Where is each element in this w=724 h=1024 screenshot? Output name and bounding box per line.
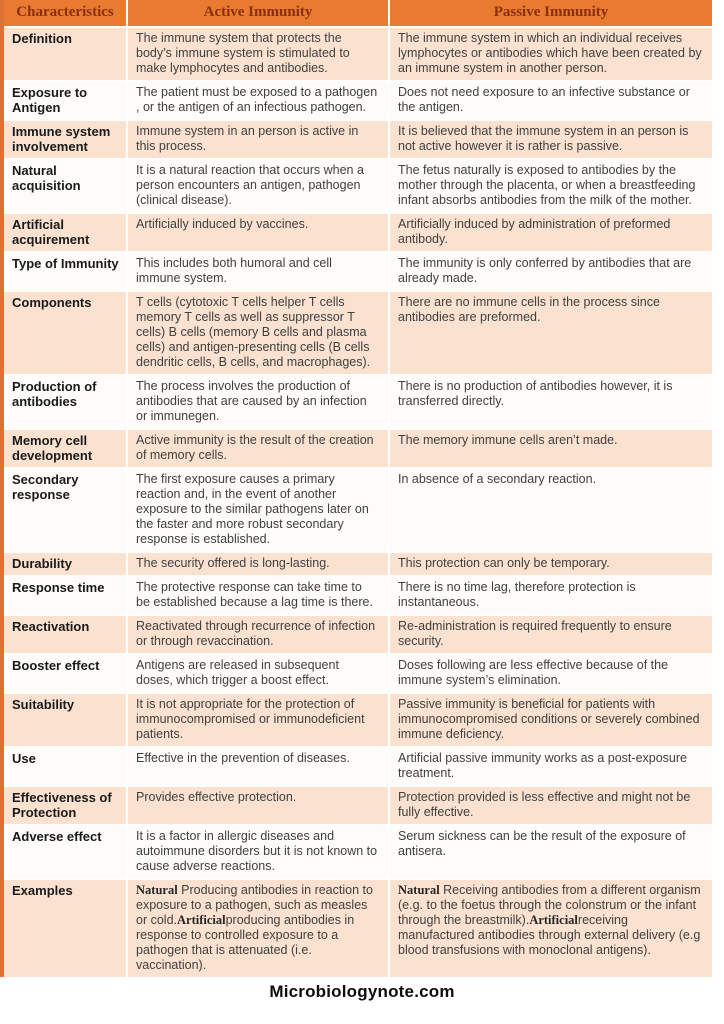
active-cell: The process involves the production of antibodies that are caused by an infection or immunegen. [128, 376, 388, 428]
passive-cell: The memory immune cells aren’t made. [390, 430, 712, 467]
passive-cell: There is no production of antibodies however, it is transferred directly. [390, 376, 712, 428]
active-cell: The protective response can take time to be established because a lag time is there. [128, 577, 388, 614]
table-row [4, 28, 712, 80]
table-row [4, 826, 712, 878]
characteristic-cell: Durability [4, 553, 126, 575]
characteristic-cell: Memory cell development [4, 430, 126, 467]
active-cell: T cells (cytotoxic T cells helper T cells memory T cells as well as suppressor T cells) B cells (memory B cells and plasma cells) and antigen-presenting cells (B cells dendritic cells, B cells, and macrophages). [128, 292, 388, 374]
table-row [4, 577, 712, 614]
passive-cell: There are no immune cells in the process since antibodies are preformed. [390, 292, 712, 374]
active-cell: The patient must be exposed to a pathogen , or the antigen of an infectious pathogen. [128, 82, 388, 119]
passive-cell: This protection can only be temporary. [390, 553, 712, 575]
characteristic-cell: Effectiveness of Protection [4, 787, 126, 824]
characteristic-cell: Production of antibodies [4, 376, 126, 428]
table-body [4, 28, 712, 977]
table-row [4, 880, 712, 977]
active-cell: It is not appropriate for the protection of immunocompromised or immunodeficient patients. [128, 694, 388, 746]
passive-cell: The immunity is only conferred by antibodies that are already made. [390, 253, 712, 290]
passive-cell: Natural Receiving antibodies from a different organism (e.g. to the foetus through the colonstrum or the infant through the breastmilk).Artificialreceiving manufactured antibodies through external delivery (e.g blood transfusions with monoclonal antigens). [390, 880, 712, 977]
characteristic-cell: Examples [4, 880, 126, 977]
characteristic-cell: Components [4, 292, 126, 374]
table-row [4, 655, 712, 692]
passive-cell: The immune system in which an individual receives lymphocytes or antibodies which have been created by an immune system in another person. [390, 28, 712, 80]
active-cell: The immune system that protects the body’s immune system is stimulated to make lymphocytes and antibodies. [128, 28, 388, 80]
site-attribution: Microbiologynote.com [269, 982, 455, 1001]
active-cell: It is a factor in allergic diseases and autoimmune disorders but it is not known to cause adverse reactions. [128, 826, 388, 878]
passive-cell: Doses following are less effective because of the immune system’s elimination. [390, 655, 712, 692]
characteristic-cell: Use [4, 748, 126, 785]
active-cell: Effective in the prevention of diseases. [128, 748, 388, 785]
passive-cell: Artificial passive immunity works as a post-exposure treatment. [390, 748, 712, 785]
characteristic-cell: Suitability [4, 694, 126, 746]
characteristic-cell: Artificial acquirement [4, 214, 126, 251]
table-row [4, 376, 712, 428]
active-cell: Natural Producing antibodies in reaction to exposure to a pathogen, such as measles or cold.Artificialproducing antibodies in response to controlled exposure to a pathogen that is attenuated (i.e. vaccination). [128, 880, 388, 977]
characteristic-cell: Response time [4, 577, 126, 614]
characteristic-cell: Type of Immunity [4, 253, 126, 290]
characteristic-cell: Adverse effect [4, 826, 126, 878]
characteristic-cell: Booster effect [4, 655, 126, 692]
header-passive-immunity: Passive Immunity [390, 0, 712, 26]
passive-cell: Re-administration is required frequently to ensure security. [390, 616, 712, 653]
active-cell: Reactivated through recurrence of infection or through revaccination. [128, 616, 388, 653]
table-row [4, 253, 712, 290]
table-row [4, 787, 712, 824]
active-cell: Provides effective protection. [128, 787, 388, 824]
passive-cell: Serum sickness can be the result of the exposure of antisera. [390, 826, 712, 878]
characteristic-cell: Definition [4, 28, 126, 80]
table-row [4, 121, 712, 158]
active-cell: The security offered is long-lasting. [128, 553, 388, 575]
passive-cell: Does not need exposure to an infective substance or the antigen. [390, 82, 712, 119]
table-header-row [4, 0, 712, 26]
table-row [4, 82, 712, 119]
table-row [4, 469, 712, 551]
table-row [4, 214, 712, 251]
characteristic-cell: Immune system involvement [4, 121, 126, 158]
active-cell: Immune system in an person is active in this process. [128, 121, 388, 158]
characteristic-cell: Reactivation [4, 616, 126, 653]
active-cell: It is a natural reaction that occurs when a person encounters an antigen, pathogen (clinical disease). [128, 160, 388, 212]
table-row [4, 694, 712, 746]
passive-cell: Protection provided is less effective and might not be fully effective. [390, 787, 712, 824]
table-row [4, 616, 712, 653]
table-row [4, 553, 712, 575]
passive-cell: There is no time lag, therefore protection is instantaneous. [390, 577, 712, 614]
active-cell: Antigens are released in subsequent doses, which trigger a boost effect. [128, 655, 388, 692]
passive-cell: The fetus naturally is exposed to antibodies by the mother through the placenta, or when a breastfeeding infant absorbs antibodies from the milk of the mother. [390, 160, 712, 212]
table-row [4, 160, 712, 212]
passive-cell: In absence of a secondary reaction. [390, 469, 712, 551]
active-cell: Artificially induced by vaccines. [128, 214, 388, 251]
table-row [4, 430, 712, 467]
table-row [4, 292, 712, 374]
header-characteristics: Characteristics [4, 0, 126, 26]
active-cell: The first exposure causes a primary reaction and, in the event of another exposure to the similar pathogens later on the faster and more robust secondary response is established. [128, 469, 388, 551]
passive-cell: It is believed that the immune system in an person is not active however it is rather is passive. [390, 121, 712, 158]
characteristic-cell: Secondary response [4, 469, 126, 551]
table-row [4, 748, 712, 785]
active-cell: Active immunity is the result of the creation of memory cells. [128, 430, 388, 467]
characteristic-cell: Exposure to Antigen [4, 82, 126, 119]
passive-cell: Artificially induced by administration of preformed antibody. [390, 214, 712, 251]
header-active-immunity: Active Immunity [128, 0, 388, 26]
passive-cell: Passive immunity is beneficial for patients with immunocompromised conditions or severely combined immune deficiency. [390, 694, 712, 746]
characteristic-cell: Natural acquisition [4, 160, 126, 212]
active-cell: This includes both humoral and cell immune system. [128, 253, 388, 290]
